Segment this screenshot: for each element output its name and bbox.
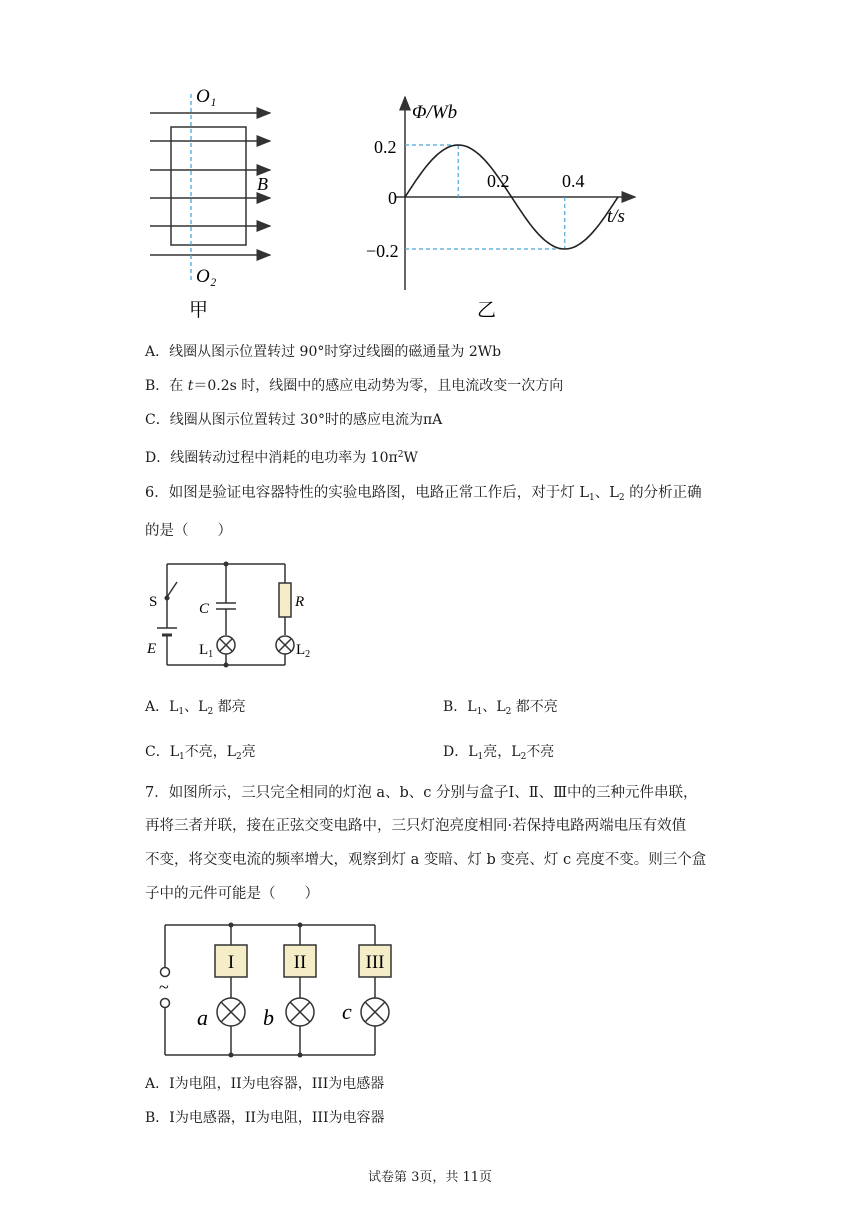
q6-b-post: 都不亮 xyxy=(511,699,558,715)
ytick-top: 0.2 xyxy=(374,137,397,157)
label-b: B xyxy=(257,174,268,194)
lamp-b-label: b xyxy=(263,1005,274,1030)
label-l1-sub: 1 xyxy=(208,649,214,660)
q7-stem-line2: 再将三者并联，接在正弦交变电路中，三只灯泡亮度相同·若保持电路两端电压有效值 xyxy=(145,818,687,834)
box-2-label: II xyxy=(293,952,307,973)
q6-d-sub1: 1 xyxy=(477,752,484,762)
q6-option-c xyxy=(145,742,256,767)
q7-stem-line1: 7．如图所示，三只完全相同的灯泡 a、b、c 分别与盒子Ⅰ、Ⅱ、Ⅲ中的三种元件串联， xyxy=(145,785,698,801)
q6-d-post: 不亮 xyxy=(526,744,555,760)
x-axis-label: t/s xyxy=(607,206,625,227)
label-c: C xyxy=(199,601,210,617)
q7-stem-line3: 不变，将交变电流的频率增大，观察到灯 a 变暗、灯 b 变亮、灯 c 亮度不变。则三个盒 xyxy=(145,852,707,868)
q6-stem-line1 xyxy=(145,483,725,508)
q5-d-post: W xyxy=(403,450,418,466)
q6-option-d xyxy=(443,742,554,767)
q5-d-sup: 2 xyxy=(397,450,404,460)
q6-b-sep: 、L xyxy=(482,699,506,715)
field-lines xyxy=(150,113,270,255)
q5-b-t: t xyxy=(187,378,194,394)
label-l2-sub: 2 xyxy=(305,649,311,660)
label-o1: O₁ xyxy=(196,86,217,107)
q6-c-sub2: 2 xyxy=(236,752,242,762)
q6-stem-line2: 的是（ ） xyxy=(145,523,232,539)
lamp-a-label: a xyxy=(197,1005,208,1030)
figure-jia xyxy=(140,80,300,330)
box-3-label: III xyxy=(365,952,385,973)
q5-d-pre: D．线圈转动过程中消耗的电功率为 10π xyxy=(145,450,398,466)
lamp-c-label: c xyxy=(342,999,352,1024)
q5-b-post: ＝0.2s 时，线圈中的感应电动势为零，且电流改变一次方向 xyxy=(193,378,564,394)
q7-option-b: B．I为电感器，II为电阻，III为电容器 xyxy=(145,1110,385,1126)
caption-jia: 甲 xyxy=(189,299,209,321)
q6-a-sub2: 2 xyxy=(207,707,214,717)
coil xyxy=(171,127,246,245)
q5-b-pre: B．在 xyxy=(145,378,188,394)
xtick-0-4: 0.4 xyxy=(562,171,585,191)
q6-circuit xyxy=(140,555,330,680)
caption-yi: 乙 xyxy=(477,299,497,321)
q6-b-sub2: 2 xyxy=(505,707,512,717)
q6-a-sep: 、L xyxy=(184,699,208,715)
box-1-label: I xyxy=(227,952,235,973)
resistor xyxy=(279,583,291,617)
ac-symbol: ~ xyxy=(159,977,169,997)
q6-a-sub1: 1 xyxy=(178,707,185,717)
q6-sub1: 1 xyxy=(588,493,595,503)
q6-a-pre: A．L xyxy=(145,699,179,715)
page-footer: 试卷第 3页，共 11页 xyxy=(367,1170,493,1185)
q5-option-c: C．线圈从图示位置转过 30°时的感应电流为πA xyxy=(145,412,443,428)
q7-stem-line4: 子中的元件可能是（ ） xyxy=(145,886,319,902)
q6-d-sub2: 2 xyxy=(520,752,527,762)
svg-text:L1 xyxy=(199,642,213,660)
q7-circuit xyxy=(145,915,405,1065)
label-e: E xyxy=(147,641,157,657)
q6-a-post: 都亮 xyxy=(213,699,246,715)
q6-c-post: 亮 xyxy=(241,744,256,760)
switch-blade xyxy=(167,582,177,597)
q6-sub2: 2 xyxy=(618,493,625,503)
q6-c-pre: C．L xyxy=(145,744,180,760)
q6-stem-post: 的分析正确 xyxy=(624,485,702,501)
q6-b-sub1: 1 xyxy=(476,707,483,717)
label-l2: L xyxy=(296,642,306,658)
ytick-zero: 0 xyxy=(388,188,397,208)
q6-c-sub1: 1 xyxy=(179,752,185,762)
q6-b-pre: B．L xyxy=(443,699,477,715)
label-l1: L xyxy=(199,642,209,658)
q5-option-d xyxy=(145,445,418,468)
q6-d-mid: 亮，L xyxy=(483,744,521,760)
q6-sep: 、L xyxy=(594,485,619,501)
y-axis-label: Φ/Wb xyxy=(412,102,458,123)
label-o2: O₂ xyxy=(196,266,217,287)
q6-stem-pre: 6．如图是验证电容器特性的实验电路图，电路正常工作后，对于灯 L xyxy=(145,485,589,501)
q6-c-mid: 不亮，L xyxy=(184,744,237,760)
xtick-0-2: 0.2 xyxy=(487,171,510,191)
figure-yi-chart xyxy=(360,80,650,330)
q6-option-b xyxy=(443,697,558,722)
q7-option-a: A．I为电阻，II为电容器，III为电感器 xyxy=(145,1076,385,1092)
q6-option-a xyxy=(145,697,246,722)
ytick-bottom: −0.2 xyxy=(366,241,399,261)
label-r: R xyxy=(295,594,305,610)
q5-option-a: A．线圈从图示位置转过 90°时穿过线圈的磁通量为 2Wb xyxy=(145,344,502,360)
svg-text:L2 xyxy=(296,642,310,660)
label-s: S xyxy=(149,594,158,610)
q5-option-b xyxy=(145,376,563,396)
q6-d-pre: D．L xyxy=(443,744,478,760)
